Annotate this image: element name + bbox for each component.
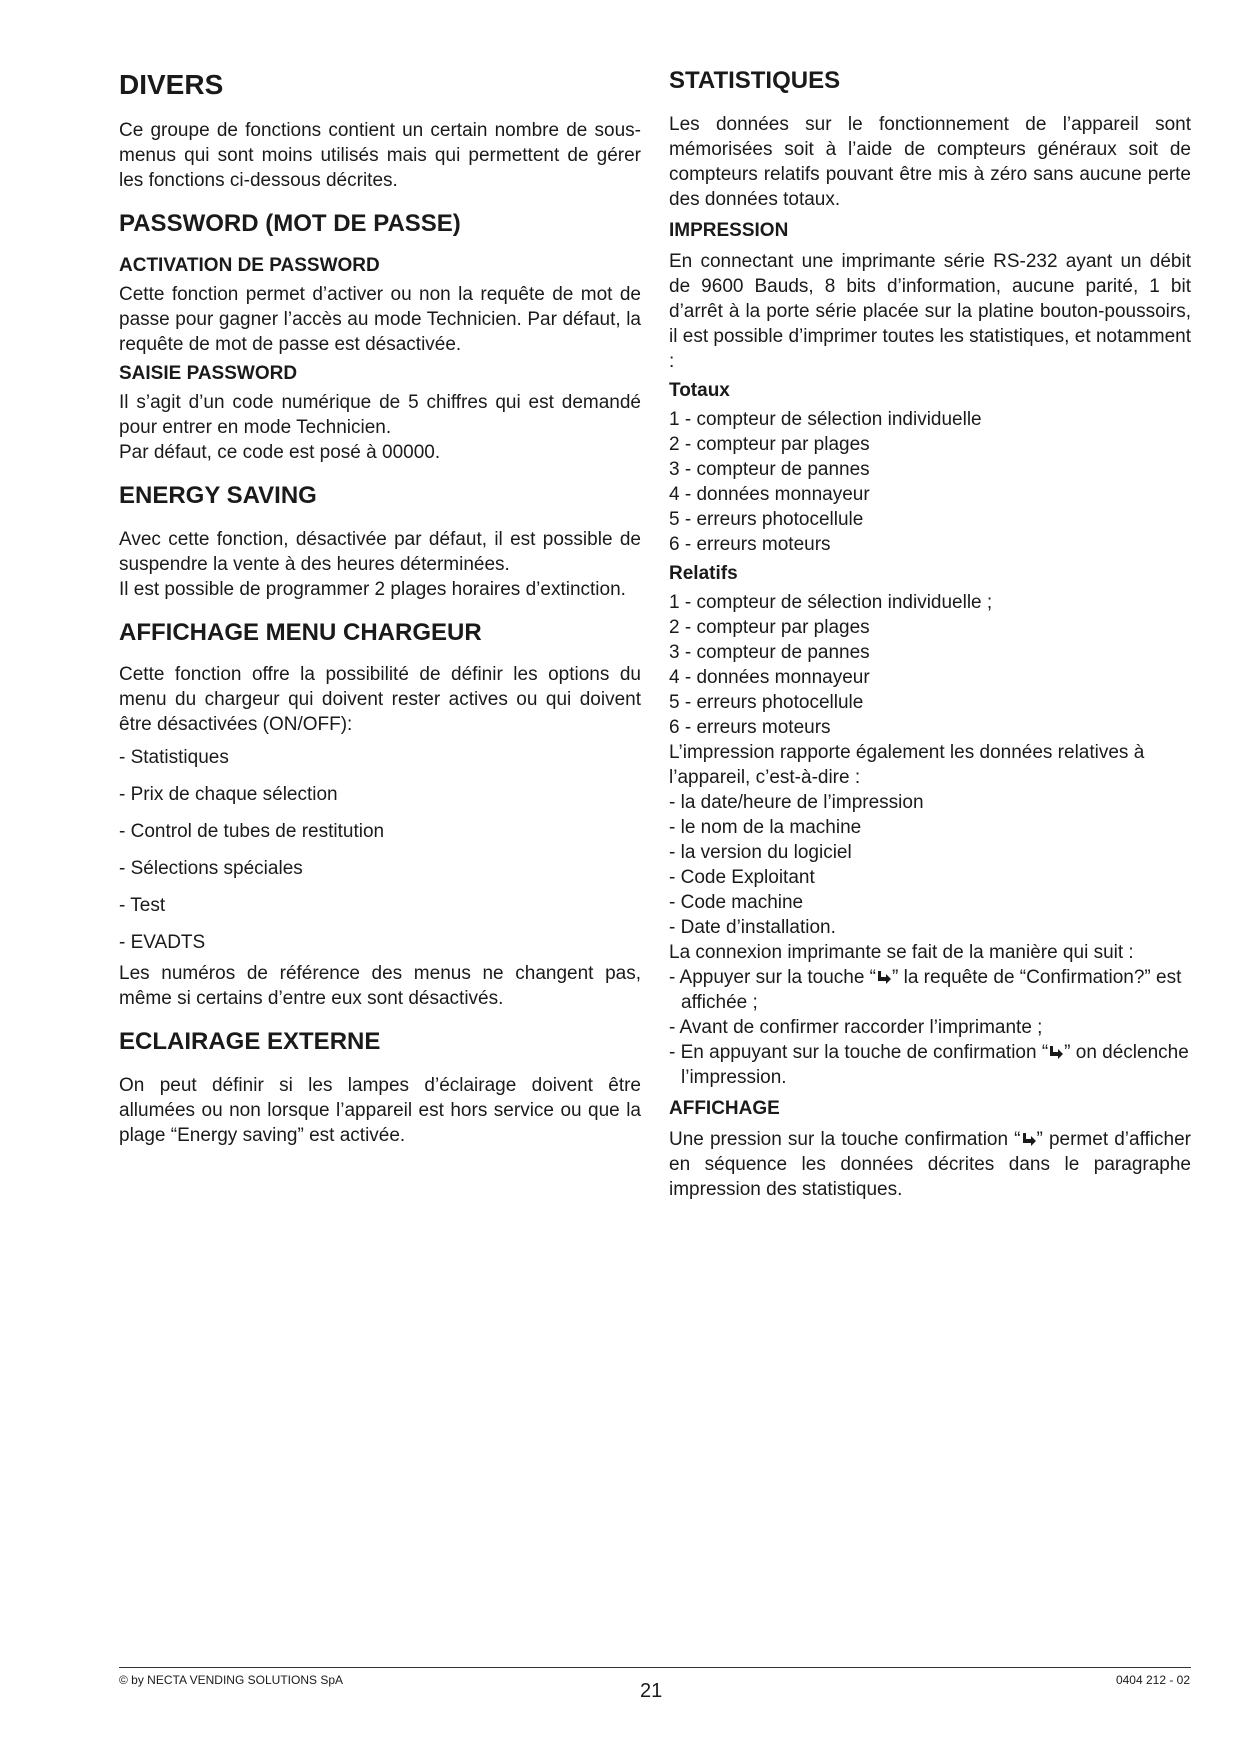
relatifs-title: Relatifs: [669, 563, 738, 584]
list-item: - le nom de la machine: [669, 817, 862, 838]
totaux-list: [669, 407, 1191, 557]
rapport-list: [669, 790, 1191, 940]
eclairage-text: On peut définir si les lampes d’éclairage doivent être allumées ou non lorsque l’appareil est hors service ou que la plage “Energy saving” est activée.: [119, 1075, 641, 1146]
list-item: 3 - compteur de pannes: [669, 642, 870, 663]
activation-title: ACTIVATION DE PASSWORD: [119, 255, 380, 276]
left-column: [119, 56, 641, 1148]
list-item: - Date d’installation.: [669, 917, 836, 938]
password-title: PASSWORD (MOT DE PASSE): [119, 210, 461, 237]
list-item: - la version du logiciel: [669, 842, 852, 863]
list-item: - Test: [119, 895, 166, 916]
eclairage-title: ECLAIRAGE EXTERNE: [119, 1028, 381, 1055]
divers-title: DIVERS: [119, 69, 224, 100]
page-number: 21: [640, 1680, 663, 1702]
list-item: - Prix de chaque sélection: [119, 784, 338, 805]
step-2: - Avant de confirmer raccorder l’imprimante ;: [669, 1017, 1043, 1038]
affichage-text: [669, 1127, 1191, 1202]
list-item: 1 - compteur de sélection individuelle: [669, 409, 982, 430]
list-item: 2 - compteur par plages: [669, 617, 870, 638]
activation-text: Cette fonction permet d’activer ou non la requête de mot de passe pour gagner l’accès au mode Technicien. Par défaut, la requête de mot de passe est désactivée.: [119, 284, 641, 355]
menu-options-list: [119, 745, 641, 955]
saisie-text-1: Il s’agit d’un code numérique de 5 chiffres qui est demandé pour entrer en mode Technicien.: [119, 392, 641, 438]
list-item: - Code Exploitant: [669, 867, 815, 888]
impression-text: En connectant une imprimante série RS-232 ayant un débit de 9600 Bauds, 8 bits d’information, aucune parité, 1 bit d’arrêt à la porte série placée sur la platine bouton-poussoirs, il est possible d’imprimer toutes les statistiques, et notamment :: [669, 251, 1191, 372]
affichage-menu-text: Cette fonction offre la possibilité de définir les options du menu du chargeur qui doivent rester actives ou qui doivent être désactivées (ON/OFF):: [119, 664, 641, 735]
list-item: 6 - erreurs moteurs: [669, 717, 831, 738]
enter-key-icon: [1048, 1044, 1064, 1060]
list-item: 6 - erreurs moteurs: [669, 534, 831, 555]
menu-note: Les numéros de référence des menus ne changent pas, même si certains d’entre eux sont désactivés.: [119, 963, 641, 1009]
list-item: - la date/heure de l’impression: [669, 792, 924, 813]
doc-code: 0404 212 - 02: [1115, 1673, 1190, 1687]
stats-title: STATISTIQUES: [669, 67, 841, 94]
step-3: [669, 1040, 1191, 1090]
step-3-text-b: ” on déclenche l’impression.: [681, 1042, 1189, 1088]
list-item: 1 - compteur de sélection individuelle ;: [669, 592, 993, 613]
list-item: - Code machine: [669, 892, 804, 913]
divers-intro: Ce groupe de fonctions contient un certain nombre de sous-menus qui sont moins utilisés mais qui permettent de gérer les fonctions ci-dessous décrites.: [119, 120, 641, 191]
impression-rapport: L’impression rapporte également les données relatives à l’appareil, c’est-à-dire :: [669, 742, 1145, 788]
footer-copyright: © by NECTA VENDING SOLUTIONS SpA: [119, 1673, 344, 1687]
energy-text-1: Avec cette fonction, désactivée par défaut, il est possible de suspendre la vente à des heures déterminées.: [119, 529, 641, 575]
relatifs-list: [669, 590, 1191, 740]
list-item: - Statistiques: [119, 747, 229, 768]
step-3-text-a: - En appuyant sur la touche de confirmation “: [669, 1042, 1049, 1063]
right-column: [669, 56, 1191, 1202]
connexion-text: La connexion imprimante se fait de la manière qui suit :: [669, 942, 1134, 963]
step-1-text-b: ” la requête de “Confirmation?” est affichée ;: [681, 967, 1182, 1013]
totaux-title: Totaux: [669, 380, 730, 401]
list-item: - Control de tubes de restitution: [119, 821, 385, 842]
affichage-text-b: ” permet d’afficher en séquence les données décrites dans le paragraphe impression des statistiques.: [669, 1129, 1191, 1200]
list-item: 4 - données monnayeur: [669, 667, 870, 688]
affichage-menu-title: AFFICHAGE MENU CHARGEUR: [119, 619, 482, 646]
enter-key-icon: [1021, 1131, 1037, 1147]
footer-divider: [119, 1667, 1191, 1668]
impression-title: IMPRESSION: [669, 220, 789, 241]
list-item: 3 - compteur de pannes: [669, 459, 870, 480]
enter-key-icon: [876, 969, 892, 985]
list-item: 4 - données monnayeur: [669, 484, 870, 505]
step-1-text-a: - Appuyer sur la touche “: [669, 967, 876, 988]
list-item: 2 - compteur par plages: [669, 434, 870, 455]
saisie-text-2: Par défaut, ce code est posé à 00000.: [119, 442, 441, 463]
energy-title: ENERGY SAVING: [119, 482, 317, 509]
affichage-title: AFFICHAGE: [669, 1098, 780, 1119]
list-item: - Sélections spéciales: [119, 858, 303, 879]
energy-text-2: Il est possible de programmer 2 plages horaires d’extinction.: [119, 579, 626, 600]
stats-intro: Les données sur le fonctionnement de l’appareil sont mémorisées soit à l’aide de compteurs généraux soit de compteurs relatifs pouvant être mis à zéro sans aucune perte des données totaux.: [669, 114, 1191, 210]
list-item: - EVADTS: [119, 932, 206, 953]
affichage-text-a: Une pression sur la touche confirmation “: [669, 1129, 1021, 1150]
saisie-title: SAISIE PASSWORD: [119, 363, 298, 384]
step-1: [669, 965, 1191, 1015]
list-item: 5 - erreurs photocellule: [669, 509, 864, 530]
list-item: 5 - erreurs photocellule: [669, 692, 864, 713]
